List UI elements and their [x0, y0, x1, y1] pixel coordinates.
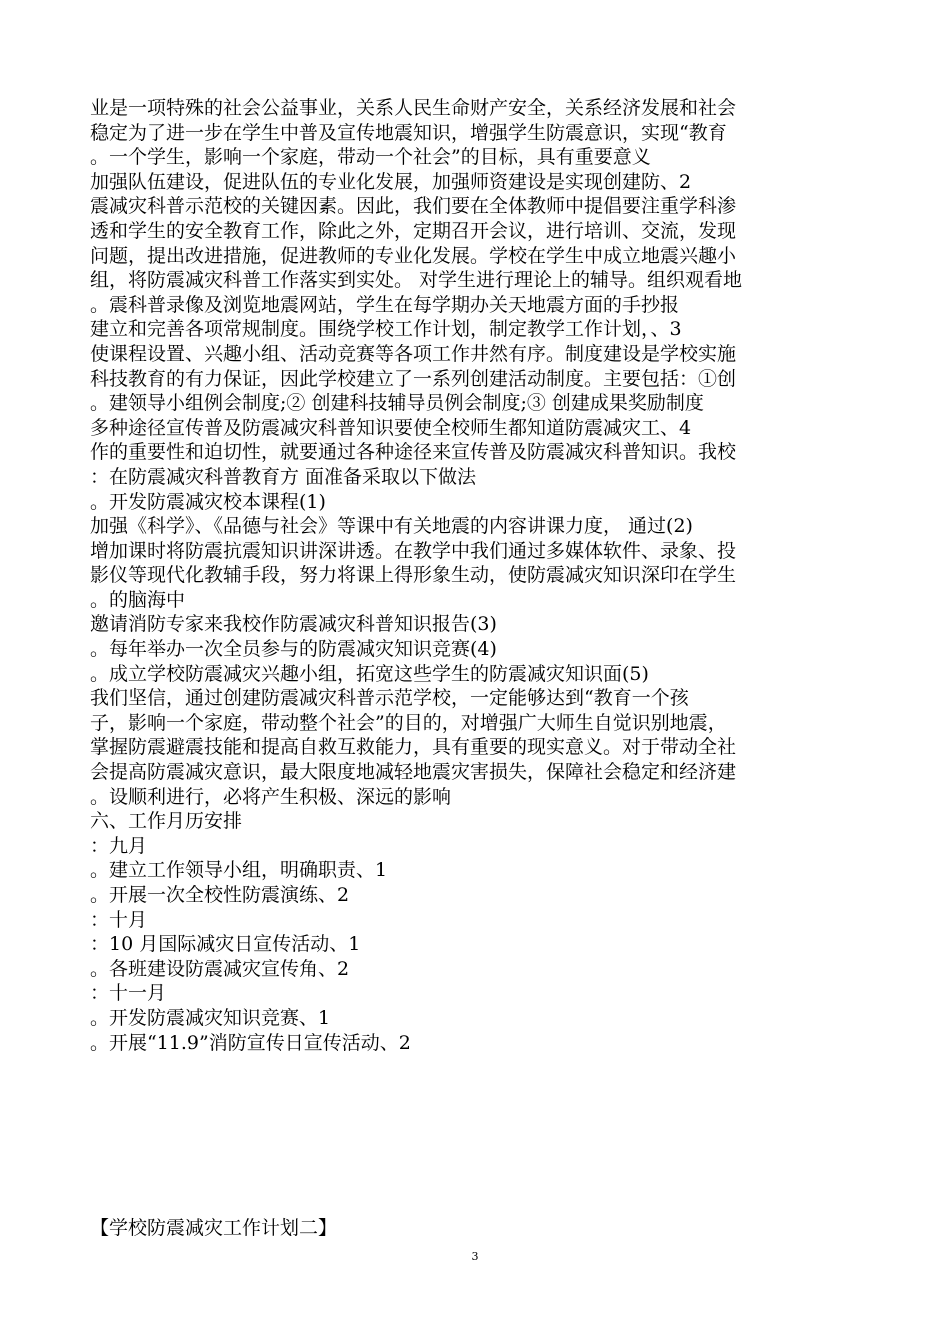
text-line: 组，将防震减灾科普工作落实到实处。 对学生进行理论上的辅导。组织观看地 [90, 269, 743, 292]
text-line: 。开展一次全校性防震演练、2 [90, 884, 350, 906]
text-line: 。建领导小组例会制度;② 创建科技辅导员例会制度;③ 创建成果奖励制度 [90, 392, 704, 415]
text-line: 加强《科学》、《品德与社会》等课中有关地震的内容讲课力度， 通过(2) [90, 515, 693, 538]
text-line: 作的重要性和迫切性，就要通过各种途径来宣传普及防震减灾科普知识。我校 [90, 441, 737, 464]
text-line: 多种途径宣传普及防震减灾科普知识要使全校师生都知道防震减灾工、4 [90, 416, 692, 439]
text-line: 业是一项特殊的社会公益事业，关系人民生命财产安全，关系经济发展和社会 [90, 97, 737, 119]
text-line: 问题，提出改进措施，促进教师的专业化发展。学校在学生中成立地震兴趣小 [90, 244, 737, 267]
text-line: ：九月 [90, 834, 148, 857]
text-line: 。的脑海中 [90, 588, 186, 611]
text-line: ：十一月 [90, 982, 167, 1005]
text-line: 。开发防震减灾校本课程(1) [90, 490, 326, 513]
text-line: 稳定为了进一步在学生中普及宣传地震知识，增强学生防震意识，实现“教育 [90, 121, 727, 144]
text-line: 加强队伍建设，促进队伍的专业化发展，加强师资建设是实现创建防、2 [90, 170, 692, 193]
text-line: 我们坚信，通过创建防震减灾科普示范学校，一定能够达到“教育一个孩 [90, 687, 689, 710]
text-line: 透和学生的安全教育工作，除此之外，定期召开会议，进行培训、交流，发现 [90, 219, 737, 242]
text-line: 。一个学生，影响一个家庭，带动一个社会”的目标，具有重要意义 [90, 146, 651, 169]
text-line: 科技教育的有力保证，因此学校建立了一系列创建活动制度。主要包括：①创 [90, 367, 737, 390]
text-line: 。震科普录像及浏览地震网站，学生在每学期办关天地震方面的手抄报 [90, 293, 680, 316]
text-line: 子，影响一个家庭，带动整个社会”的目的，对增强广大师生自觉识别地震， [90, 711, 727, 734]
text-line: 。设顺利进行，必将产生积极、深远的影响 [90, 785, 452, 808]
text-line: 增加课时将防震抗震知识讲深讲透。在教学中我们通过多媒体软件、录象、投 [90, 539, 737, 562]
text-line: 震减灾科普示范校的关键因素。因此，我们要在全体教师中提倡要注重学科渗 [90, 195, 737, 218]
text-line: 使课程设置、兴趣小组、活动竞赛等各项工作井然有序。制度建设是学校实施 [90, 342, 737, 365]
text-line: 建立和完善各项常规制度。围绕学校工作计划，制定教学工作计划，、3 [90, 318, 682, 341]
text-line: 。各班建设防震减灾宣传角、2 [90, 957, 350, 980]
text-line: 邀请消防专家来我校作防震减灾科普知识报告(3) [90, 613, 497, 636]
text-line: 影仪等现代化教辅手段，努力将课上得形象生动，使防震减灾知识深印在学生 [90, 564, 737, 587]
text-line: ：在防震减灾科普教育方 面准备采取以下做法 [90, 465, 477, 488]
text-line: 。每年举办一次全员参与的防震减灾知识竞赛(4) [90, 638, 497, 661]
text-line: ：十月 [90, 908, 148, 931]
text-line: 。成立学校防震减灾兴趣小组，拓宽这些学生的防震减灾知识面(5) [90, 662, 649, 685]
text-line: 。开展“11.9”消防宣传日宣传活动、2 [90, 1031, 411, 1054]
text-line: 掌握防震避震技能和提高自救互救能力，具有重要的现实意义。对于带动全社 [90, 736, 737, 759]
text-line: 。建立工作领导小组，明确职责、1 [90, 859, 388, 882]
section-title: 【学校防震减灾工作计划二】 [90, 1217, 338, 1239]
text-line: ：10 月国际减灾日宣传活动、1 [90, 933, 361, 956]
text-line: 。开发防震减灾知识竞赛、1 [90, 1006, 331, 1029]
body-text [90, 96, 870, 1055]
page-number: 3 [471, 1250, 479, 1263]
section-heading: 六、工作月历安排 [90, 810, 243, 833]
text-line: 会提高防震减灾意识，最大限度地减轻地震灾害损失，保障社会稳定和经济建 [90, 761, 737, 784]
